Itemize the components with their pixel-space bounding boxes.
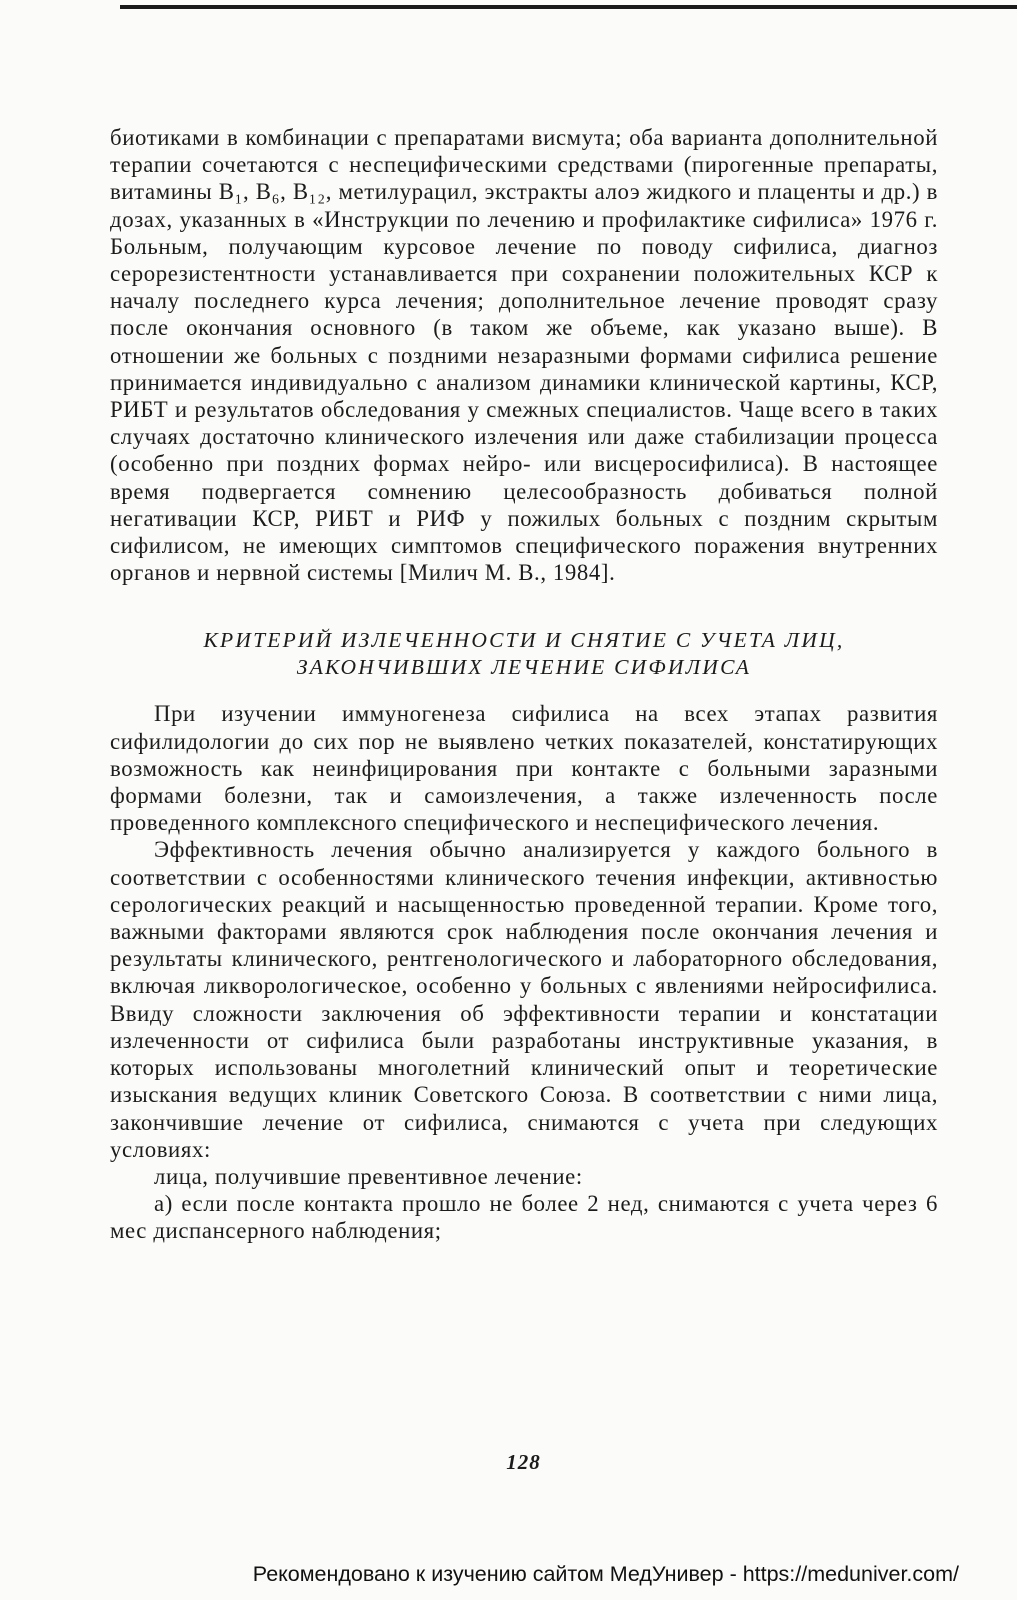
section-heading (110, 627, 938, 681)
footer-recommendation: Рекомендовано к изучению сайтом МедУнивер - https://meduniver.com/ (252, 1562, 959, 1586)
paragraph-continuation: биотиками в комбинации с препаратами висмута; оба варианта дополнительной терапии сочетаются с неспецифическими средствами (пирогенные препараты, витамины B₁, B₆, B₁₂, метилурацил, экстракты алоэ жидкого и плаценты и др.) в дозах, указанных в «Инструкции по лечению и профилактике сифилиса» 1976 г. Больным, получающим курсовое лечение по поводу сифилиса, диагноз серорезистентности устанавливается при сохранении положительных КСР к началу последнего курса лечения; дополнительное лечение проводят сразу после окончания основного (в таком же объеме, как указано выше). В отношении же больных с поздними незаразными формами сифилиса решение принимается индивидуально с анализом динамики клинической картины, КСР, РИБТ и результатов обследования у смежных специалистов. Чаще всего в таких случаях достаточно клинического излечения или даже стабилизации процесса (особенно при поздних формах нейро- или висцеросифилиса). В настоящее время подвергается сомнению целесообразность добиваться полной негативации КСР, РИБТ и РИФ у пожилых больных с поздним скрытым сифилисом, не имеющих симптомов специфического поражения внутренних органов и нервной системы [Милич М. В., 1984]. (110, 125, 938, 586)
paragraph-treatment-efficacy: Эффективность лечения обычно анализируется у каждого больного в соответствии с особенностями клинического течения инфекции, активностью серологических реакций и насыщенностью проведенной терапии. Кроме того, важными факторами являются срок наблюдения после окончания лечения и результаты клинического, рентгенологического и лабораторного обследования, включая ликворологическое, особенно у больных с явлениями нейросифилиса. Ввиду сложности заключения об эффективности терапии и констатации излеченности от сифилиса были разработаны инструктивные указания, в которых использованы многолетний клинический опыт и теоретические изыскания ведущих клиник Советского Союза. В соответствии с ними лица, закончившие лечение от сифилиса, снимаются с учета при следующих условиях: (110, 837, 938, 1162)
paragraph-preventive-heading: лица, получившие превентивное лечение: (154, 1163, 583, 1189)
paragraph-condition-a: а) если после контакта прошло не более 2 нед, снимаются с учета через 6 мес диспансерного наблюдения; (110, 1191, 938, 1244)
paragraph-immunogenesis: При изучении иммуногенеза сифилиса на всех этапах развития сифилидологии до сих пор не выявлено четких показателей, констатирующих возможность как неинфицирования при контакте с больными заразными формами болезни, так и самоизлечения, а также излеченность после проведенного комплексного специфического и неспецифического лечения. (110, 701, 938, 836)
page-number: 128 (506, 1450, 541, 1474)
section-heading-line-1: КРИТЕРИЙ ИЗЛЕЧЕННОСТИ И СНЯТИЕ С УЧЕТА ЛИЦ, (203, 628, 845, 653)
top-rule (120, 5, 1017, 9)
section-heading-line-2: ЗАКОНЧИВШИХ ЛЕЧЕНИЕ СИФИЛИСА (296, 655, 752, 680)
page-body (110, 124, 938, 1245)
